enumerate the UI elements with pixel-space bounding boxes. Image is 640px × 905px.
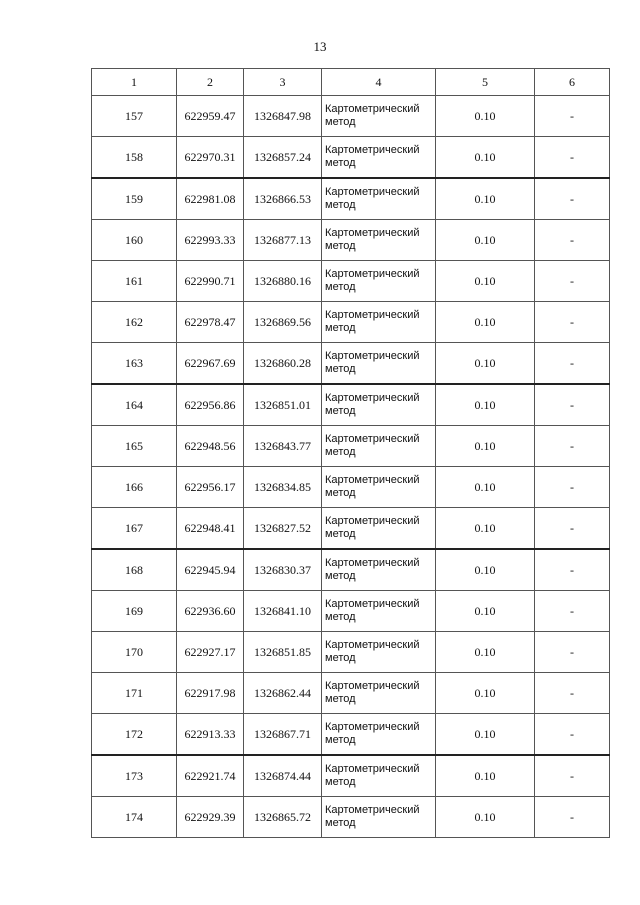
- method-cell: [322, 797, 436, 838]
- table-row: [92, 220, 610, 261]
- point-number-cell: 166: [92, 467, 177, 508]
- accuracy-cell: 0.10: [436, 178, 535, 220]
- method-cell: [322, 467, 436, 508]
- method-cell: [322, 673, 436, 714]
- x-coordinate-cell: 622945.94: [177, 549, 244, 591]
- method-line-1: Картометрический: [325, 433, 420, 445]
- coordinates-table: [91, 68, 610, 838]
- table-row: [92, 632, 610, 673]
- x-coordinate-cell: 622936.60: [177, 591, 244, 632]
- y-coordinate-cell: 1326830.37: [244, 549, 322, 591]
- y-coordinate-cell: 1326847.98: [244, 96, 322, 137]
- method-line-1: Картометрический: [325, 721, 420, 733]
- x-coordinate-cell: 622956.17: [177, 467, 244, 508]
- description-cell: -: [535, 178, 610, 220]
- point-number-cell: 161: [92, 261, 177, 302]
- header-cell-2: 2: [177, 69, 244, 96]
- method-line-2: метод: [325, 817, 356, 829]
- description-cell: -: [535, 96, 610, 137]
- y-coordinate-cell: 1326843.77: [244, 426, 322, 467]
- description-cell: -: [535, 426, 610, 467]
- header-cell-1: 1: [92, 69, 177, 96]
- table-row: [92, 714, 610, 756]
- method-cell: [322, 426, 436, 467]
- point-number-cell: 168: [92, 549, 177, 591]
- table-row: [92, 755, 610, 797]
- description-cell: -: [535, 673, 610, 714]
- method-line-2: метод: [325, 776, 356, 788]
- accuracy-cell: 0.10: [436, 797, 535, 838]
- table-row: [92, 302, 610, 343]
- x-coordinate-cell: 622948.56: [177, 426, 244, 467]
- method-line-1: Картометрический: [325, 268, 420, 280]
- x-coordinate-cell: 622967.69: [177, 343, 244, 385]
- table-row: [92, 137, 610, 179]
- description-cell: -: [535, 591, 610, 632]
- method-line-2: метод: [325, 363, 356, 375]
- point-number-cell: 171: [92, 673, 177, 714]
- method-line-1: Картометрический: [325, 515, 420, 527]
- header-cell-6: 6: [535, 69, 610, 96]
- y-coordinate-cell: 1326867.71: [244, 714, 322, 756]
- x-coordinate-cell: 622927.17: [177, 632, 244, 673]
- method-cell: [322, 549, 436, 591]
- accuracy-cell: 0.10: [436, 673, 535, 714]
- accuracy-cell: 0.10: [436, 591, 535, 632]
- method-line-2: метод: [325, 281, 356, 293]
- method-line-2: метод: [325, 487, 356, 499]
- accuracy-cell: 0.10: [436, 137, 535, 179]
- method-line-2: метод: [325, 570, 356, 582]
- method-line-2: метод: [325, 693, 356, 705]
- method-line-2: метод: [325, 199, 356, 211]
- y-coordinate-cell: 1326869.56: [244, 302, 322, 343]
- point-number-cell: 159: [92, 178, 177, 220]
- x-coordinate-cell: 622948.41: [177, 508, 244, 550]
- x-coordinate-cell: 622990.71: [177, 261, 244, 302]
- description-cell: -: [535, 632, 610, 673]
- header-cell-4: 4: [322, 69, 436, 96]
- point-number-cell: 173: [92, 755, 177, 797]
- method-cell: [322, 632, 436, 673]
- y-coordinate-cell: 1326851.01: [244, 384, 322, 426]
- method-cell: [322, 343, 436, 385]
- accuracy-cell: 0.10: [436, 632, 535, 673]
- method-line-1: Картометрический: [325, 598, 420, 610]
- description-cell: -: [535, 755, 610, 797]
- method-cell: [322, 137, 436, 179]
- method-cell: [322, 591, 436, 632]
- description-cell: -: [535, 220, 610, 261]
- method-line-1: Картометрический: [325, 350, 420, 362]
- method-line-2: метод: [325, 611, 356, 623]
- point-number-cell: 163: [92, 343, 177, 385]
- method-line-1: Картометрический: [325, 474, 420, 486]
- table-row: [92, 591, 610, 632]
- table-row: [92, 384, 610, 426]
- description-cell: -: [535, 384, 610, 426]
- method-line-1: Картометрический: [325, 557, 420, 569]
- accuracy-cell: 0.10: [436, 755, 535, 797]
- description-cell: -: [535, 302, 610, 343]
- method-line-1: Картометрический: [325, 680, 420, 692]
- y-coordinate-cell: 1326851.85: [244, 632, 322, 673]
- y-coordinate-cell: 1326860.28: [244, 343, 322, 385]
- method-line-2: метод: [325, 528, 356, 540]
- y-coordinate-cell: 1326841.10: [244, 591, 322, 632]
- method-cell: [322, 384, 436, 426]
- header-cell-5: 5: [436, 69, 535, 96]
- y-coordinate-cell: 1326877.13: [244, 220, 322, 261]
- accuracy-cell: 0.10: [436, 96, 535, 137]
- method-cell: [322, 508, 436, 550]
- description-cell: -: [535, 137, 610, 179]
- point-number-cell: 160: [92, 220, 177, 261]
- point-number-cell: 165: [92, 426, 177, 467]
- point-number-cell: 172: [92, 714, 177, 756]
- description-cell: -: [535, 467, 610, 508]
- method-line-2: метод: [325, 734, 356, 746]
- x-coordinate-cell: 622929.39: [177, 797, 244, 838]
- table-row: [92, 426, 610, 467]
- method-cell: [322, 714, 436, 756]
- x-coordinate-cell: 622956.86: [177, 384, 244, 426]
- accuracy-cell: 0.10: [436, 467, 535, 508]
- y-coordinate-cell: 1326834.85: [244, 467, 322, 508]
- header-cell-3: 3: [244, 69, 322, 96]
- method-line-2: метод: [325, 446, 356, 458]
- table-row: [92, 797, 610, 838]
- method-cell: [322, 178, 436, 220]
- table-header-row: [92, 69, 610, 96]
- x-coordinate-cell: 622959.47: [177, 96, 244, 137]
- y-coordinate-cell: 1326857.24: [244, 137, 322, 179]
- accuracy-cell: 0.10: [436, 220, 535, 261]
- description-cell: -: [535, 797, 610, 838]
- description-cell: -: [535, 261, 610, 302]
- method-line-1: Картометрический: [325, 763, 420, 775]
- method-line-1: Картометрический: [325, 227, 420, 239]
- accuracy-cell: 0.10: [436, 549, 535, 591]
- point-number-cell: 164: [92, 384, 177, 426]
- method-line-2: метод: [325, 116, 356, 128]
- table-row: [92, 343, 610, 385]
- method-cell: [322, 755, 436, 797]
- method-cell: [322, 261, 436, 302]
- y-coordinate-cell: 1326866.53: [244, 178, 322, 220]
- method-line-2: метод: [325, 157, 356, 169]
- y-coordinate-cell: 1326865.72: [244, 797, 322, 838]
- method-line-1: Картометрический: [325, 804, 420, 816]
- x-coordinate-cell: 622970.31: [177, 137, 244, 179]
- table-row: [92, 178, 610, 220]
- point-number-cell: 169: [92, 591, 177, 632]
- method-line-2: метод: [325, 652, 356, 664]
- accuracy-cell: 0.10: [436, 426, 535, 467]
- method-line-1: Картометрический: [325, 639, 420, 651]
- method-line-1: Картометрический: [325, 186, 420, 198]
- x-coordinate-cell: 622978.47: [177, 302, 244, 343]
- point-number-cell: 162: [92, 302, 177, 343]
- point-number-cell: 174: [92, 797, 177, 838]
- x-coordinate-cell: 622993.33: [177, 220, 244, 261]
- method-cell: [322, 302, 436, 343]
- point-number-cell: 157: [92, 96, 177, 137]
- table-row: [92, 467, 610, 508]
- accuracy-cell: 0.10: [436, 343, 535, 385]
- x-coordinate-cell: 622917.98: [177, 673, 244, 714]
- accuracy-cell: 0.10: [436, 302, 535, 343]
- method-cell: [322, 220, 436, 261]
- x-coordinate-cell: 622981.08: [177, 178, 244, 220]
- point-number-cell: 158: [92, 137, 177, 179]
- accuracy-cell: 0.10: [436, 261, 535, 302]
- method-line-2: метод: [325, 240, 356, 252]
- description-cell: -: [535, 343, 610, 385]
- page-number: 13: [313, 39, 327, 54]
- x-coordinate-cell: 622913.33: [177, 714, 244, 756]
- accuracy-cell: 0.10: [436, 384, 535, 426]
- point-number-cell: 170: [92, 632, 177, 673]
- point-number-cell: 167: [92, 508, 177, 550]
- method-line-1: Картометрический: [325, 309, 420, 321]
- method-cell: [322, 96, 436, 137]
- description-cell: -: [535, 549, 610, 591]
- accuracy-cell: 0.10: [436, 508, 535, 550]
- description-cell: -: [535, 714, 610, 756]
- table-row: [92, 508, 610, 550]
- table-row: [92, 673, 610, 714]
- method-line-1: Картометрический: [325, 144, 420, 156]
- y-coordinate-cell: 1326862.44: [244, 673, 322, 714]
- description-cell: -: [535, 508, 610, 550]
- table-row: [92, 96, 610, 137]
- y-coordinate-cell: 1326880.16: [244, 261, 322, 302]
- accuracy-cell: 0.10: [436, 714, 535, 756]
- table-row: [92, 549, 610, 591]
- method-line-2: метод: [325, 322, 356, 334]
- y-coordinate-cell: 1326874.44: [244, 755, 322, 797]
- y-coordinate-cell: 1326827.52: [244, 508, 322, 550]
- method-line-1: Картометрический: [325, 392, 420, 404]
- method-line-1: Картометрический: [325, 103, 420, 115]
- table-row: [92, 261, 610, 302]
- x-coordinate-cell: 622921.74: [177, 755, 244, 797]
- method-line-2: метод: [325, 405, 356, 417]
